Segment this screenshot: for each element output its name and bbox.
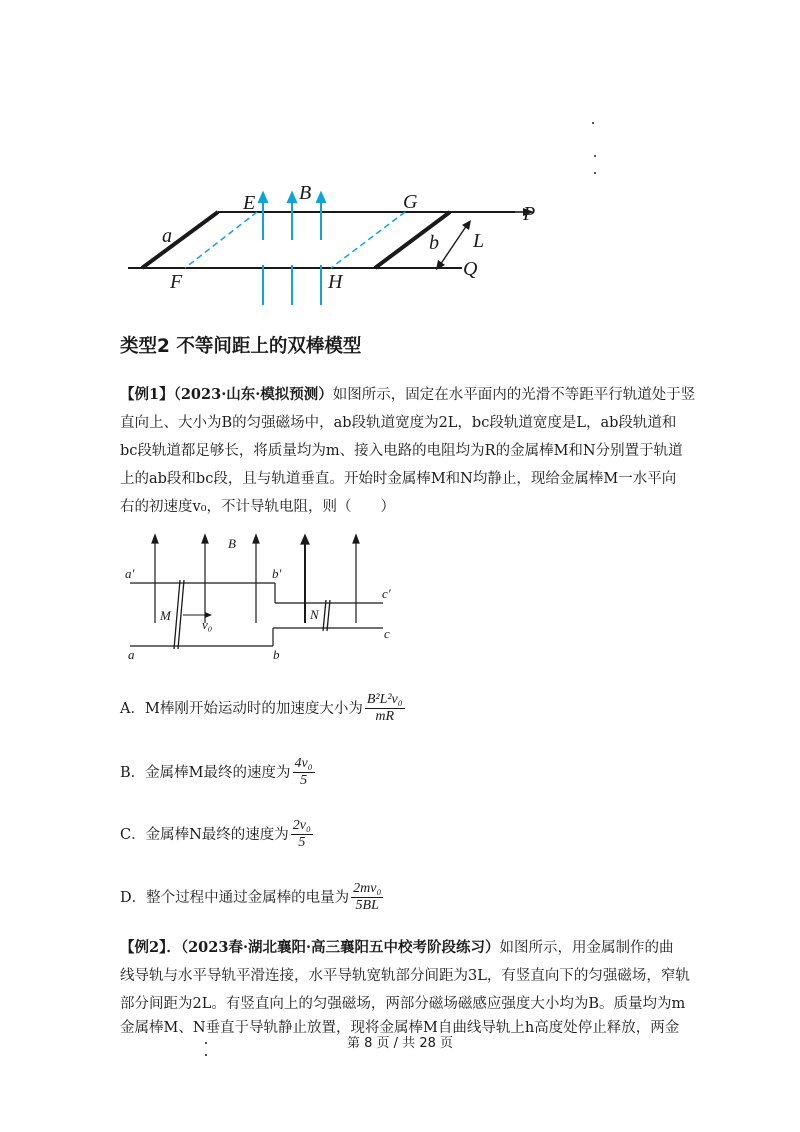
option-b-formula: $\frac{\text{4v₀}}{5}$ bbox=[294, 756, 313, 788]
option-b: B．金属棒M最终的速度为 $\frac{\text{4v₀}}{5}$ bbox=[120, 756, 313, 788]
label-a2: a bbox=[128, 647, 135, 662]
example1-line4: 上的ab段和bc段，且与轨道垂直。开始时金属棒M和N均静止，现给金属棒M一水平向 bbox=[120, 471, 677, 487]
label-field-b: B bbox=[299, 182, 312, 204]
section-title: 类型2 不等间距上的双棒模型 bbox=[120, 336, 362, 357]
label-h: H bbox=[328, 271, 343, 293]
label-n: N bbox=[310, 607, 319, 622]
example2-source: （2023春·湖北襄阳·高三襄阳五中校考阶段练习） bbox=[180, 939, 500, 956]
field-arrow-icon bbox=[152, 535, 158, 543]
figure-rails-field bbox=[120, 175, 550, 310]
label-a-prime: a′ bbox=[125, 566, 135, 581]
label-field-b2: B bbox=[228, 536, 236, 551]
label-q: Q bbox=[463, 258, 478, 280]
label-l: L bbox=[473, 230, 485, 252]
field-arrow-icon bbox=[301, 535, 309, 544]
label-c-prime: c′ bbox=[382, 586, 391, 601]
label-c: c bbox=[384, 626, 390, 641]
example2-line1: 【例2】．（2023春·湖北襄阳·高三襄阳五中校考阶段练习）如图所示，用金属制作的曲 bbox=[120, 939, 674, 956]
field-arrow-icon bbox=[353, 535, 359, 543]
option-c-formula: $\frac{\text{2v₀}}{5}$ bbox=[292, 818, 311, 850]
field-arrow-icon bbox=[202, 535, 208, 543]
example2-line2: 线导轨与水平导轨平滑连接，水平导轨宽轨部分间距为3L，有竖直向下的匀强磁场，窄轨 bbox=[120, 968, 690, 984]
example1-line2: 直向上、大小为B的匀强磁场中，ab段轨道宽度为2L，bc段轨道宽度是L，ab段轨道和 bbox=[120, 415, 677, 431]
option-d-formula: $\frac{\text{2mv₀}}{5BL}$ bbox=[353, 881, 382, 913]
stray-dot bbox=[594, 172, 596, 174]
example1-line5: 右的初速度v₀，不计导轨电阻，则（ ） bbox=[120, 499, 396, 515]
page-footer: 第 8 页 / 共 28 页 bbox=[347, 1036, 453, 1051]
figure-double-rod bbox=[120, 528, 410, 663]
option-c: C．金属棒N最终的速度为 $\frac{\text{2v₀}}{5}$ bbox=[120, 818, 311, 850]
example2-line4: 金属棒M、N垂直于导轨静止放置，现将金属棒M自曲线导轨上h高度处停止释放，两金 bbox=[120, 1020, 680, 1036]
field-arrow-icon bbox=[259, 193, 267, 202]
example2-tag: 【例2】． bbox=[120, 939, 181, 956]
stray-dot bbox=[594, 155, 596, 157]
stray-dot bbox=[592, 122, 594, 124]
label-p: P bbox=[523, 203, 536, 225]
label-e: E bbox=[243, 192, 256, 214]
option-a: A．M棒刚开始运动时的加速度大小为 $\frac{\text{B²L²v₀}}{mR}$ bbox=[120, 692, 403, 724]
field-arrow-icon bbox=[253, 535, 259, 543]
field-arrow-icon bbox=[288, 193, 296, 202]
arrow-icon bbox=[462, 220, 471, 230]
field-arrow-icon bbox=[317, 193, 325, 202]
label-g: G bbox=[403, 191, 418, 213]
example1-line3: bc段轨道都足够长，将质量均为m、接入电路的电阻均为R的金属棒M和N分别置于轨道 bbox=[120, 443, 683, 459]
option-d: D．整个过程中通过金属棒的电量为 $\frac{\text{2mv₀}}{5BL}$ bbox=[120, 881, 382, 913]
example1-line1: 【例1】（2023·山东·模拟预测）如图所示，固定在水平面内的光滑不等距平行轨道处于竖 bbox=[120, 386, 696, 403]
option-a-formula: $\frac{\text{B²L²v₀}}{mR}$ bbox=[366, 692, 403, 724]
stray-dot bbox=[205, 1054, 207, 1056]
label-f: F bbox=[170, 271, 183, 293]
label-m: M bbox=[160, 608, 171, 623]
example1-tag: 【例1】 bbox=[120, 386, 174, 403]
example2-line3: 部分间距为2L。有竖直向上的匀强磁场，两部分磁场磁感应强度大小均为B。质量均为m bbox=[120, 996, 686, 1012]
rod-a bbox=[142, 212, 218, 268]
example1-source: （2023·山东·模拟预测） bbox=[173, 386, 333, 403]
rod-n bbox=[323, 600, 326, 631]
label-b-prime: b′ bbox=[272, 566, 282, 581]
label-b: b bbox=[429, 232, 439, 254]
boundary-gh bbox=[331, 212, 405, 268]
boundary-ef bbox=[185, 212, 257, 268]
label-b2: b bbox=[273, 647, 280, 662]
label-v0: v₀ bbox=[202, 617, 213, 632]
label-a: a bbox=[162, 225, 172, 247]
